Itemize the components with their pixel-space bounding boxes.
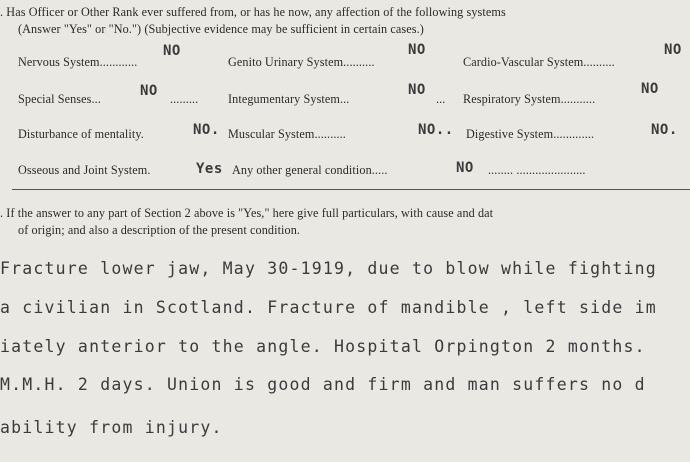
osseous-joint-answer: Yes (196, 161, 223, 177)
other-condition-trail: ........ ...................... (488, 163, 586, 177)
genito-urinary-answer: NO (408, 42, 426, 58)
section3-question-line2: of origin; and also a description of the present condition. (18, 223, 301, 237)
narrative-line-5: ability from injury. (0, 418, 223, 437)
integumentary-dots: ... (436, 92, 446, 106)
integumentary-answer: NO (408, 82, 426, 98)
osseous-joint-label: Osseous and Joint System. (18, 163, 151, 177)
mentality-answer: NO. (193, 122, 220, 138)
muscular-label: Muscular System.......... (228, 127, 346, 141)
special-senses-label: Special Senses... (18, 92, 101, 106)
section-divider (12, 189, 690, 190)
cardio-vascular-answer: NO (664, 42, 682, 58)
other-condition-label: Any other general condition..... (232, 163, 388, 177)
muscular-answer: NO.. (418, 122, 454, 138)
narrative-line-3: iately anterior to the angle. Hospital Orpington 2 months. (0, 337, 646, 356)
nervous-system-label: Nervous System............ (18, 55, 138, 69)
special-senses-answer: NO (140, 83, 158, 99)
digestive-label: Digestive System............. (466, 127, 595, 141)
special-senses-dots: ......... (170, 92, 199, 106)
genito-urinary-label: Genito Urinary System.......... (228, 55, 375, 69)
respiratory-label: Respiratory System........... (463, 92, 596, 106)
narrative-line-2: a civilian in Scotland. Fracture of mandible , left side im (0, 298, 657, 317)
cardio-vascular-label: Cardio-Vascular System.......... (463, 55, 615, 69)
section2-question-line2: (Answer "Yes" or "No.") (Subjective evidence may be sufficient in certain cases.) (18, 22, 424, 36)
respiratory-answer: NO (641, 81, 659, 97)
narrative-line-4: M.M.H. 2 days. Union is good and firm and man suffers no d (0, 375, 646, 394)
section3-question-line1: . If the answer to any part of Section 2 above is "Yes," here give full particulars, with cause and dat (0, 206, 494, 220)
integumentary-label: Integumentary System... (228, 92, 350, 106)
section2-question-line1: . Has Officer or Other Rank ever suffered from, or has he now, any affection of the following systems (0, 5, 506, 19)
other-condition-answer: NO (456, 160, 474, 176)
digestive-answer: NO. (651, 122, 678, 138)
mentality-label: Disturbance of mentality. (18, 127, 144, 141)
nervous-system-answer: NO (163, 43, 181, 59)
narrative-line-1: Fracture lower jaw, May 30-1919, due to blow while fighting (0, 259, 657, 278)
